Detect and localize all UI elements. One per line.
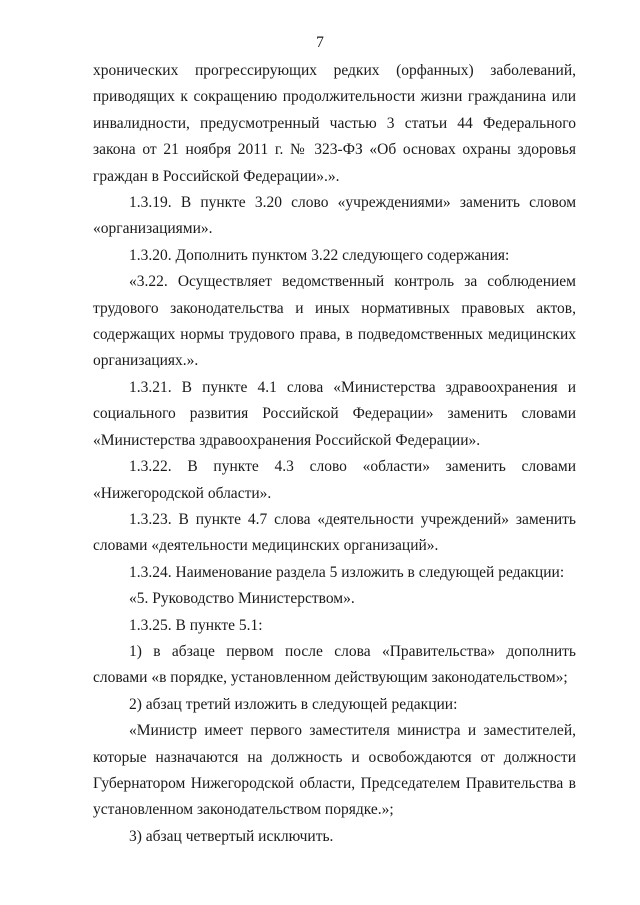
paragraph-item-2: 2) абзац третий изложить в следующей редакции:: [129, 695, 458, 713]
paragraph-1-3-25: 1.3.25. В пункте 5.1:: [129, 616, 263, 634]
paragraph-item-3: 3) абзац четвертый исключить.: [129, 827, 334, 845]
paragraph-minister-quote: «Министр имеет первого заместителя министра и заместителей, которые назначаются на должность и освобождаются от должности Губернатором Нижегородской области, Председателем Правительства в установленном законодательством порядке.»;: [93, 722, 576, 819]
paragraph-1-3-21: 1.3.21. В пункте 4.1 слова «Министерства здравоохранения и социального развития Российской Федерации» заменить словами «Министерства здравоохранения Российской Федерации».: [93, 378, 576, 449]
paragraph-item-1: 1) в абзаце первом после слова «Правительства» дополнить словами «в порядке, установленном действующим законодательством»;: [93, 642, 576, 687]
paragraph-1-3-20: 1.3.20. Дополнить пунктом 3.22 следующего содержания:: [129, 246, 510, 264]
paragraph-section-5-title: «5. Руководство Министерством».: [129, 590, 355, 608]
paragraph-continuation: хронических прогрессирующих редких (орфанных) заболеваний, приводящих к сокращению продолжительности жизни гражданина или инвалидности, предусмотренный частью 3 статьи 44 Федерального закона от 21 ноября 2011 г. № 323-ФЗ «Об основах охраны здоровья граждан в Российской Федерации».».: [93, 62, 576, 185]
paragraph-3-22-quote: «3.22. Осуществляет ведомственный контроль за соблюдением трудового законодательства и иных нормативных правовых актов, содержащих нормы трудового права, в подведомственных медицинских организациях.».: [93, 273, 576, 370]
paragraph-1-3-23: 1.3.23. В пункте 4.7 слова «деятельности учреждений» заменить словами «деятельности медицинских организаций».: [93, 510, 576, 555]
page-number: 7: [316, 34, 324, 51]
paragraph-1-3-19: 1.3.19. В пункте 3.20 слово «учреждениями» заменить словом «организациями».: [93, 194, 576, 238]
paragraph-1-3-22: 1.3.22. В пункте 4.3 слово «области» заменить словами «Нижегородской области».: [93, 458, 576, 502]
document-body: [93, 58, 576, 850]
paragraph-1-3-24: 1.3.24. Наименование раздела 5 изложить в следующей редакции:: [129, 563, 565, 581]
